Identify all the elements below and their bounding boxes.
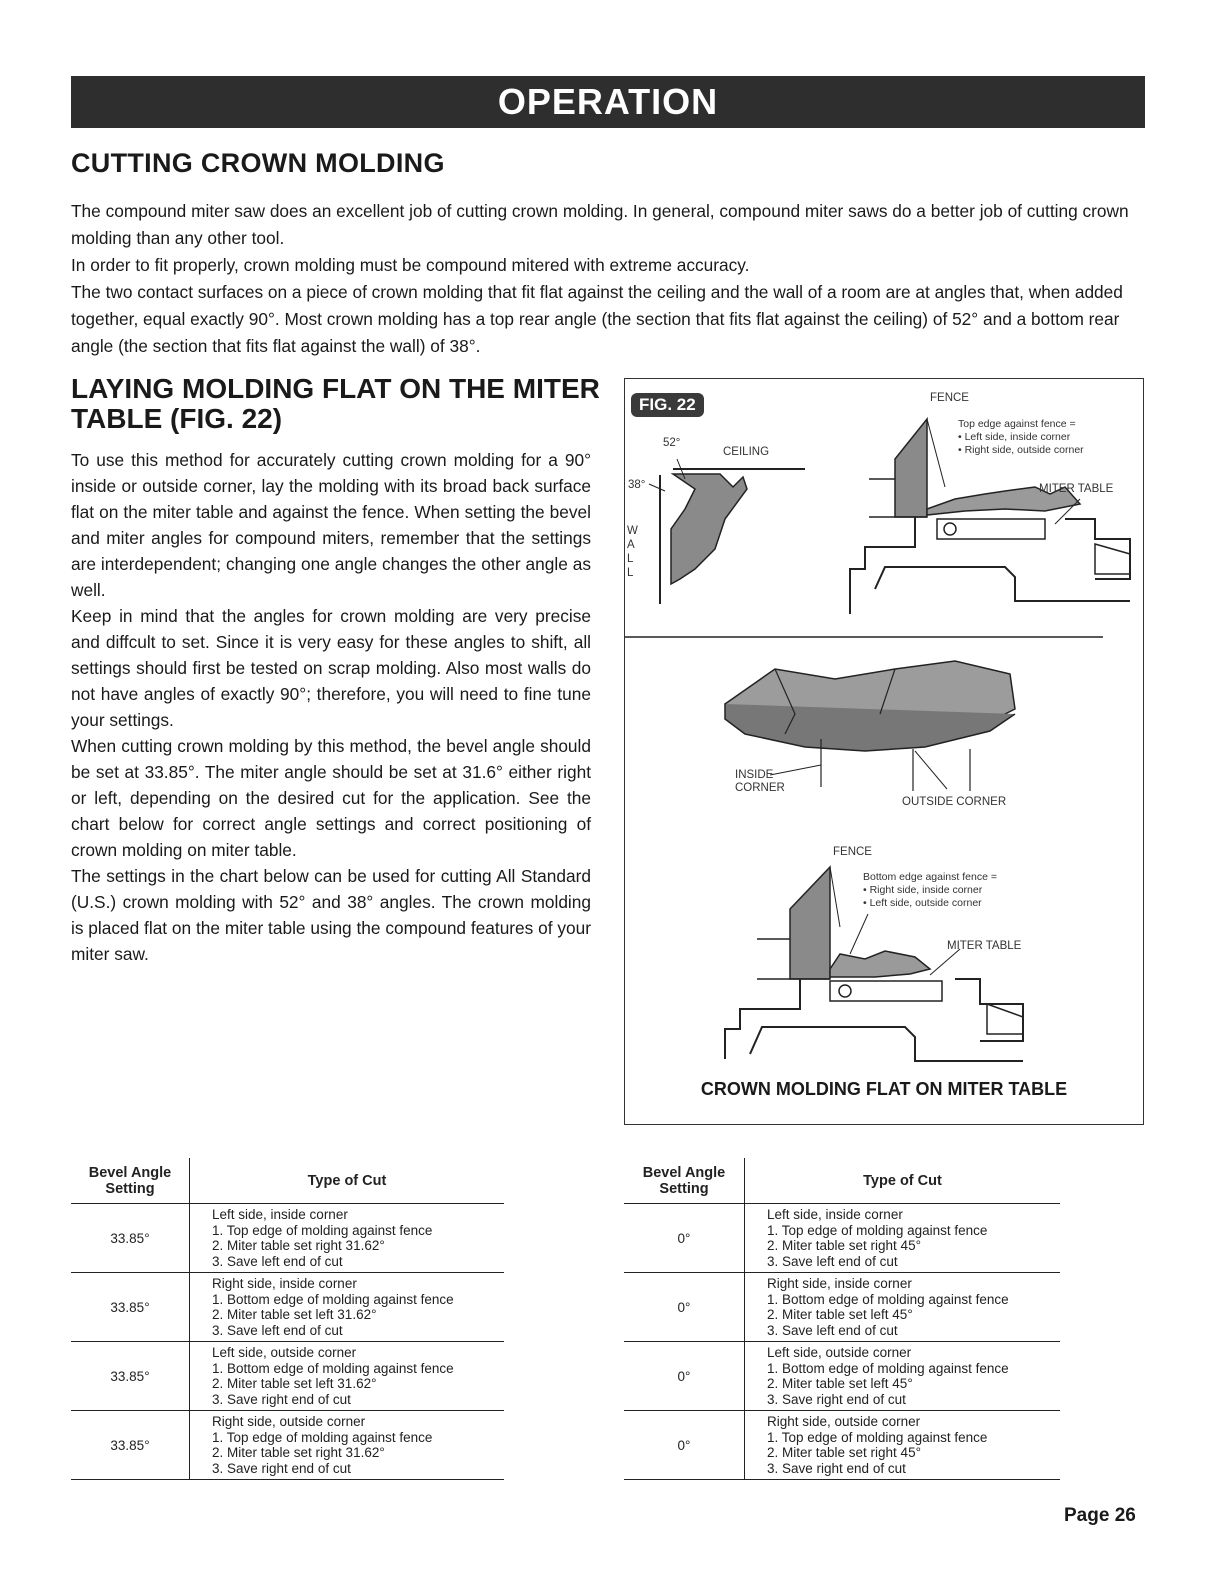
table-row [71,1204,504,1273]
bevel-table-right [624,1158,1060,1480]
body-paragraph: When cutting crown molding by this method, the bevel angle should be set at 33.85°. The miter angle should be set at 31.6° either right or left, depending on the desired cut for the application. See the chart below for correct angle settings and correct positioning of crown molding on miter table. [71,736,591,860]
bevel-cell: 0° [624,1411,745,1480]
figure-22 [624,378,1144,1125]
cut-line: Right side, inside corner [212,1276,357,1291]
banner-title: OPERATION [497,81,719,122]
angle-38-label: 38° [628,479,646,491]
cut-line: 1. Bottom edge of molding against fence [767,1291,1009,1307]
cut-line: 2. Miter table set right 45° [767,1238,921,1253]
cut-line: Right side, outside corner [767,1414,921,1429]
header-line: Setting [105,1180,155,1197]
table-row [624,1342,1060,1411]
table-row [71,1411,504,1480]
type-cell [190,1204,505,1273]
fence-bottom-label: FENCE [833,846,872,858]
wall-letter: W [627,525,638,537]
cut-line: 2. Miter table set right 45° [767,1445,921,1460]
cut-line: Left side, inside corner [767,1207,903,1222]
cut-line: 3. Save right end of cut [212,1460,351,1476]
intro-paragraph: The compound miter saw does an excellent job of cutting crown molding. In general, compound miter saws do a better job of cutting crown molding than any other tool. [71,201,1129,248]
cut-line: 2. Miter table set right 31.62° [212,1238,385,1253]
body-text [71,447,591,967]
bevel-cell: 0° [624,1273,745,1342]
cut-line: 1. Top edge of molding against fence [212,1222,433,1238]
table-row [71,1342,504,1411]
figure-caption: CROWN MOLDING FLAT ON MITER TABLE [700,1079,1068,1099]
type-header: Type of Cut [745,1158,1061,1204]
angle-52-label: 52° [663,437,681,449]
bevel-header [624,1158,745,1204]
table-row [624,1204,1060,1273]
bevel-cell: 0° [624,1342,745,1411]
bevel-cell: 33.85° [71,1273,190,1342]
cut-line: 1. Bottom edge of molding against fence [212,1291,454,1307]
operation-banner [71,76,1145,128]
subsection-title: LAYING MOLDING FLAT ON THE MITER TABLE (FIG. 22) [71,373,600,434]
cut-line: 1. Top edge of molding against fence [767,1429,988,1445]
fence-top-label: FENCE [930,392,969,404]
bevel-table-left [71,1158,504,1480]
cut-line: 2. Miter table set left 31.62° [212,1307,377,1322]
note-line: • Right side, inside corner [863,884,983,896]
note-line: • Right side, outside corner [958,444,1084,456]
type-cell [190,1411,505,1480]
ceiling-label: CEILING [723,446,770,458]
body-paragraph: To use this method for accurately cutting crown molding for a 90° inside or outside corner, lay the molding with its broad back surface flat on the miter table and against the fence. When setting the bevel and miter angles for compound miters, remember that the settings are interdependent; changing one angle changes the other angle as well. [71,450,591,600]
cut-line: 3. Save right end of cut [767,1391,906,1407]
wall-label [627,524,638,580]
table-header-row [624,1158,1060,1204]
bevel-header [71,1158,190,1204]
inside-corner-label [735,769,785,795]
cut-line: 2. Miter table set right 31.62° [212,1445,385,1460]
type-header: Type of Cut [190,1158,505,1204]
label-line: CORNER [735,782,785,794]
table-header-row [71,1158,504,1204]
cut-line: 1. Top edge of molding against fence [767,1222,988,1238]
type-cell [745,1204,1061,1273]
page-number: Page 26 [1064,1505,1136,1526]
label-line: INSIDE [735,769,774,781]
top-edge-note [958,418,1084,457]
cut-line: 3. Save left end of cut [767,1253,898,1269]
cut-line: 2. Miter table set left 31.62° [212,1376,377,1391]
cut-line: 1. Bottom edge of molding against fence [767,1360,1009,1376]
wall-letter: L [627,567,634,579]
section-title: CUTTING CROWN MOLDING [71,148,445,178]
cut-line: 3. Save right end of cut [767,1460,906,1476]
cut-line: Left side, outside corner [212,1345,357,1360]
type-cell [190,1273,505,1342]
cut-line: 2. Miter table set left 45° [767,1376,913,1391]
note-line: • Left side, inside corner [958,431,1071,443]
type-cell [745,1342,1061,1411]
cut-line: 3. Save left end of cut [767,1322,898,1338]
cut-line: 2. Miter table set left 45° [767,1307,913,1322]
header-line: Bevel Angle [88,1164,172,1181]
header-line: Bevel Angle [642,1164,726,1181]
note-line: Bottom edge against fence = [863,871,997,883]
cut-line: 1. Top edge of molding against fence [212,1429,433,1445]
miter-table-bottom-label: MITER TABLE [947,940,1022,952]
cut-line: 1. Bottom edge of molding against fence [212,1360,454,1376]
table-row [624,1273,1060,1342]
type-cell [190,1342,505,1411]
header-line: Setting [659,1180,709,1197]
cut-line: Right side, inside corner [767,1276,912,1291]
body-paragraph: The settings in the chart below can be used for cutting All Standard (U.S.) crown molding with 52° and 38° angles. The crown molding is placed flat on the miter table using the compound features of your miter saw. [71,866,591,964]
cut-line: Left side, outside corner [767,1345,912,1360]
cut-line: Right side, outside corner [212,1414,366,1429]
figure-badge: FIG. 22 [631,393,704,417]
note-line: Top edge against fence = [958,418,1076,430]
cut-line: 3. Save left end of cut [212,1253,343,1269]
cut-line: 3. Save right end of cut [212,1391,351,1407]
table-row [624,1411,1060,1480]
bevel-cell: 33.85° [71,1342,190,1411]
miter-table-top-label: MITER TABLE [1039,483,1114,495]
bevel-cell: 33.85° [71,1411,190,1480]
wall-letter: L [627,553,634,565]
type-cell [745,1273,1061,1342]
intro-paragraph: The two contact surfaces on a piece of crown molding that fit flat against the ceiling and the wall of a room are at angles that, when added together, equal exactly 90°. Most crown molding has a top rear angle (the section that fits flat against the ceiling) of 52° and a bottom rear angle (the section that fits flat against the wall) of 38°. [71,282,1123,356]
bottom-edge-note [863,871,997,910]
bevel-cell: 0° [624,1204,745,1273]
wall-letter: A [627,539,635,551]
intro-paragraph: In order to fit properly, crown molding must be compound mitered with extreme accuracy. [71,255,750,275]
outside-corner-label: OUTSIDE CORNER [902,796,1007,808]
type-cell [745,1411,1061,1480]
note-line: • Left side, outside corner [863,897,982,909]
cut-line: Left side, inside corner [212,1207,348,1222]
intro-text [71,198,1151,360]
body-paragraph: Keep in mind that the angles for crown molding are very precise and diffcult to set. Since it is very easy for these angles to shift, all settings should first be tested on scrap molding. Also most walls do not have angles of exactly 90°; therefore, you will need to fine tune your settings. [71,606,591,730]
cut-line: 3. Save left end of cut [212,1322,343,1338]
table-row [71,1273,504,1342]
bevel-cell: 33.85° [71,1204,190,1273]
